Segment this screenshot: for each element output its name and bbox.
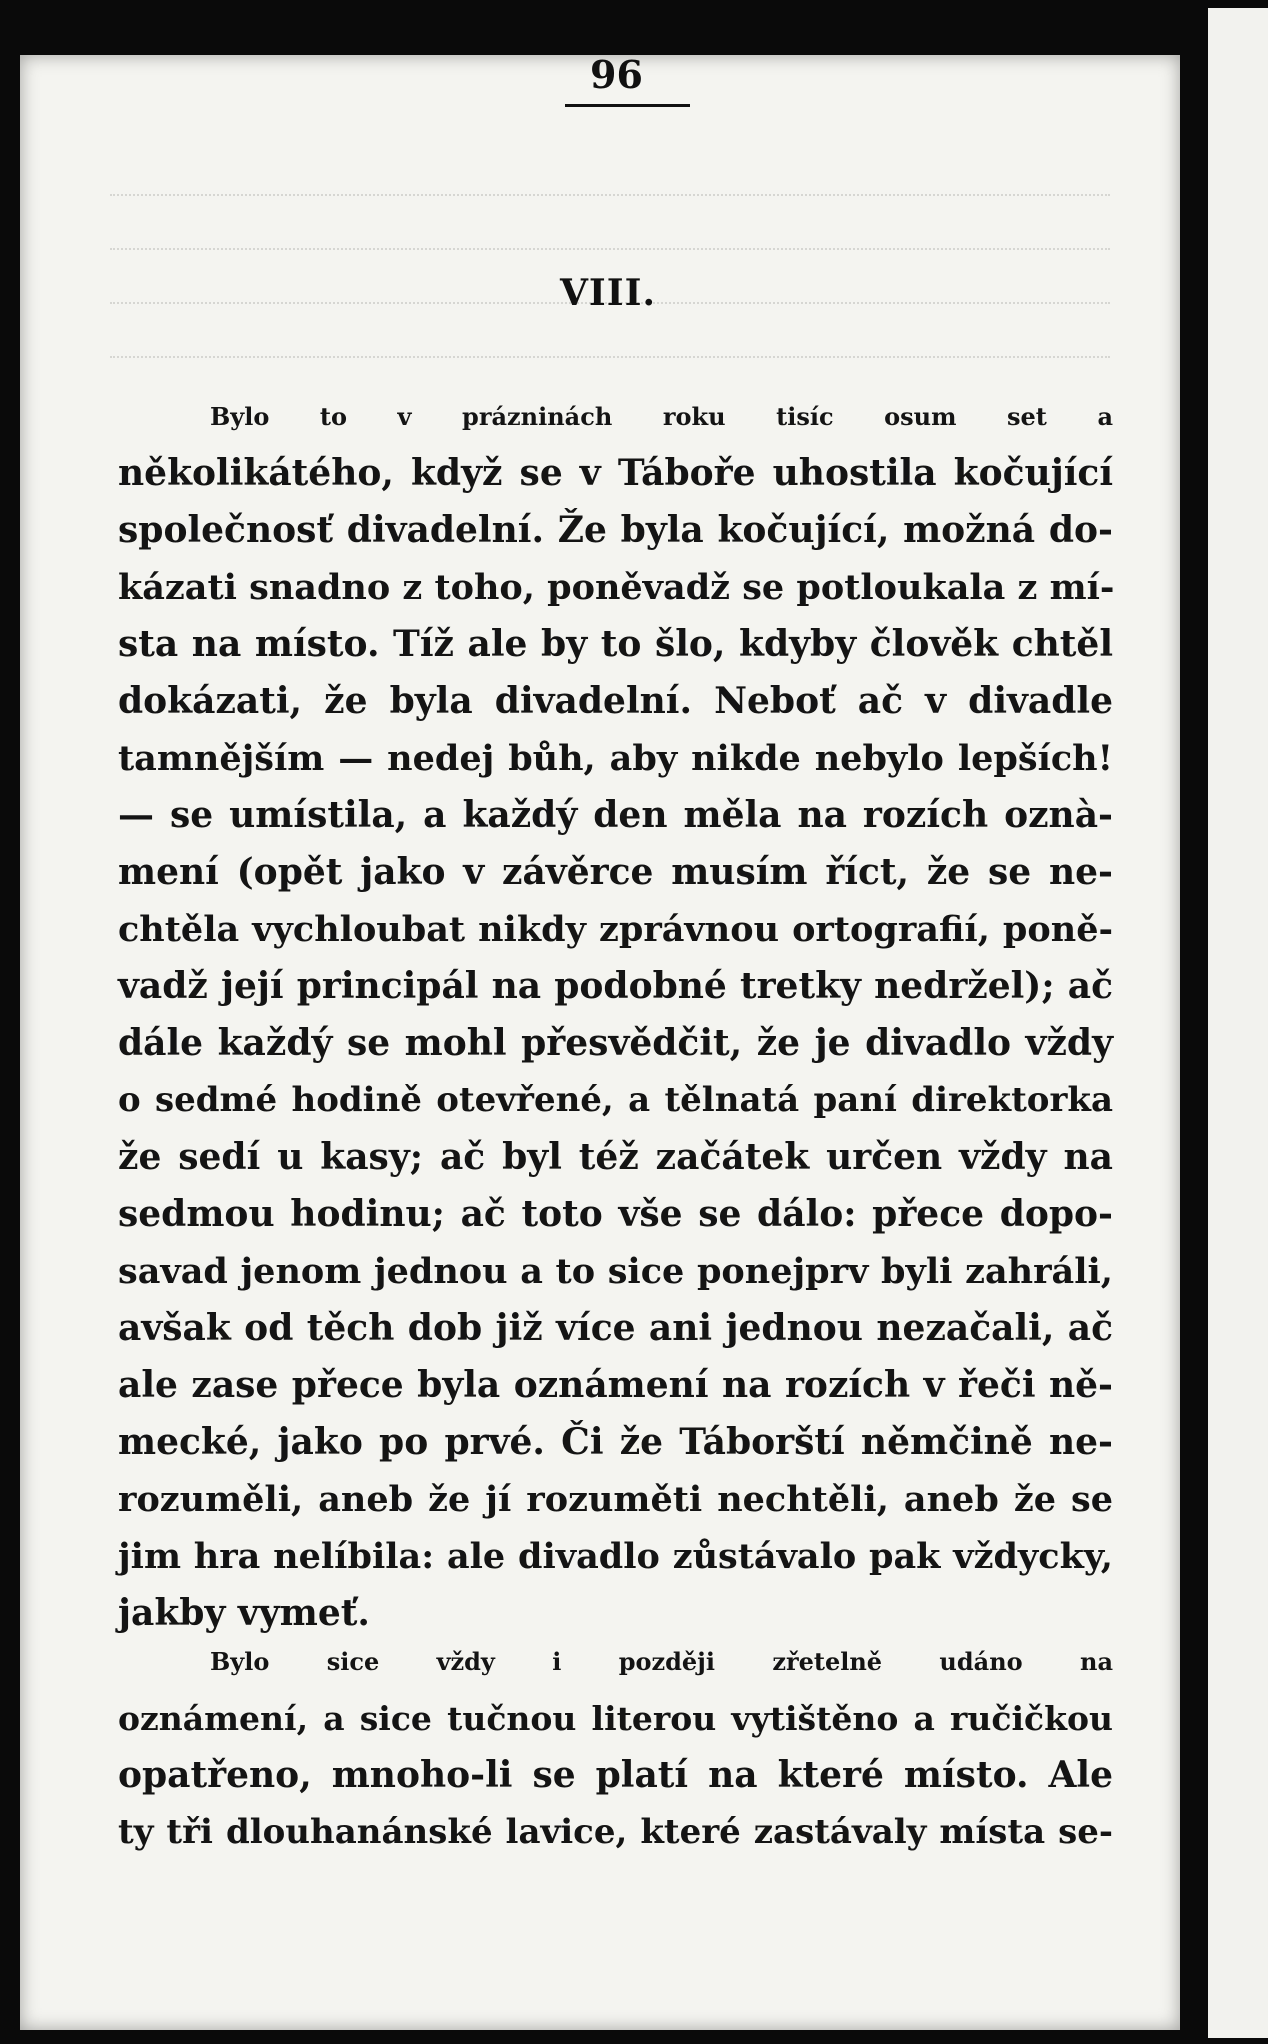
page-number-rule — [565, 104, 690, 107]
text-line: dále každý se mohl přesvědčit, že je divadlo vždy — [118, 1022, 1113, 1064]
text-line: dokázati, že byla divadelní. Neboť ač v divadle — [118, 680, 1113, 722]
text-line: rozuměli, aneb že jí rozuměti nechtěli, aneb že se — [118, 1479, 1113, 1520]
text-line: kázati snadno z toho, poněvadž se potloukala z mí- — [118, 567, 1115, 608]
text-line: sedmou hodinu; ač toto vše se dálo: přece dopo- — [118, 1193, 1113, 1235]
text-line: jakby vymeť. — [118, 1592, 370, 1634]
text-line: — se umístila, a každý den měla na rozích oznà- — [118, 794, 1113, 836]
text-line: jim hra nelíbila: ale divadlo zůstávalo pak vždycky, — [118, 1536, 1113, 1577]
text-line: o sedmé hodině otevřené, a tělnatá paní direktorka — [118, 1080, 1113, 1120]
text-line: že sedí u kasy; ač byl též začátek určen vždy na — [118, 1136, 1113, 1178]
show-through-text — [110, 150, 1110, 360]
text-line: Bylo to v prázninách roku tisíc osum set a — [210, 402, 1113, 431]
text-line: sta na místo. Tíž ale by to šlo, kdyby člověk chtěl — [118, 623, 1113, 665]
text-line: tamnějším — nedej bůh, aby nikde nebylo lepších! — [118, 738, 1113, 779]
text-line: Bylo sice vždy i později zřetelně udáno na — [210, 1647, 1113, 1676]
text-line: avšak od těch dob již více ani jednou nezačali, ač — [118, 1307, 1113, 1349]
paragraph-1 — [118, 388, 1113, 1642]
paragraph-2 — [118, 1633, 1113, 1861]
text-line: oznámení, a sice tučnou literou vytištěno a ručičkou — [118, 1699, 1113, 1738]
text-line: chtěla vychloubat nikdy zprávnou ortografií, poně- — [118, 909, 1113, 950]
text-line: opatřeno, mnoho-li se platí na které místo. Ale — [118, 1754, 1113, 1796]
page-number: 96 — [590, 52, 643, 97]
text-line: ty tři dlouhanánské lavice, které zastávaly místa se- — [118, 1812, 1113, 1852]
text-line: několikátého, když se v Táboře uhostila kočující — [118, 452, 1113, 494]
text-line: vadž její principál na podobné tretky nedržel); ač — [118, 965, 1113, 1007]
text-line: společnosť divadelní. Že byla kočující, možná do- — [118, 509, 1113, 551]
text-line: savad jenom jednou a to sice ponejprv byli zahráli, — [118, 1251, 1113, 1292]
adjacent-page-edge — [1208, 8, 1268, 2038]
text-line: mecké, jako po prvé. Či že Táborští němčině ne- — [118, 1421, 1113, 1463]
chapter-heading: VIII. — [560, 272, 656, 314]
text-line: ale zase přece byla oznámení na rozích v řeči ně- — [118, 1364, 1113, 1406]
text-line: mení (opět jako v závěrce musím říct, že se ne- — [118, 851, 1113, 893]
